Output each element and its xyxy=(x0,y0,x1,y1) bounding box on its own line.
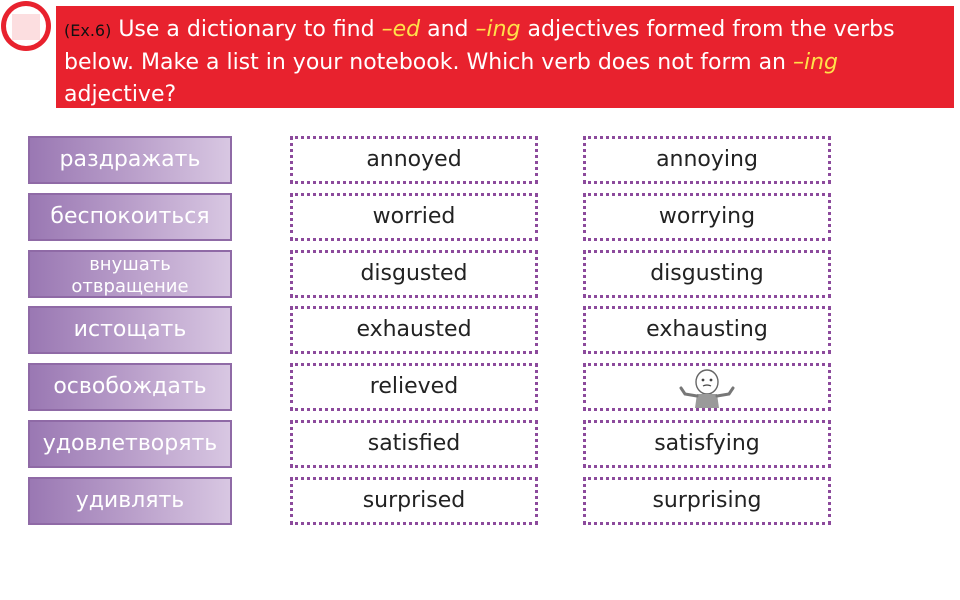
verb-card-4[interactable]: истощать xyxy=(28,306,232,354)
ing-suffix: –ing xyxy=(475,17,521,42)
verb-card-3[interactable]: внушать отвращение xyxy=(28,250,232,298)
ed-adjective-3[interactable]: disgusted xyxy=(290,250,538,298)
instruction-text-1: Use a dictionary to find xyxy=(118,17,382,42)
exercise-instructions xyxy=(56,6,954,108)
instruction-text-2: adjectives formed from the verbs below. Make a list in your notebook. Which verb does not form an xyxy=(64,17,895,75)
exercise-number: (Ex.6) xyxy=(64,21,112,40)
instruction-and: and xyxy=(420,17,476,42)
ed-adjective-5[interactable]: relieved xyxy=(290,363,538,411)
verb-card-7[interactable]: удивлять xyxy=(28,477,232,525)
ing-adjective-7[interactable]: surprising xyxy=(583,477,831,525)
ed-adjective-7[interactable]: surprised xyxy=(290,477,538,525)
english-logo-icon xyxy=(0,0,52,52)
verb-card-2[interactable]: беспокоиться xyxy=(28,193,232,241)
ing-adjective-3[interactable]: disgusting xyxy=(583,250,831,298)
ing-suffix-2: –ing xyxy=(793,50,839,75)
ed-adjective-6[interactable]: satisfied xyxy=(290,420,538,468)
ing-adjective-5[interactable] xyxy=(583,363,831,411)
ed-suffix: –ed xyxy=(381,17,421,42)
verb-card-6[interactable]: удовлетворять xyxy=(28,420,232,468)
ed-adjective-4[interactable]: exhausted xyxy=(290,306,538,354)
verb-card-1[interactable]: раздражать xyxy=(28,136,232,184)
verb-card-5[interactable]: освобождать xyxy=(28,363,232,411)
ing-adjective-2[interactable]: worrying xyxy=(583,193,831,241)
shrug-figure-icon xyxy=(667,366,747,408)
instruction-tail: adjective? xyxy=(64,82,177,107)
ed-adjective-2[interactable]: worried xyxy=(290,193,538,241)
ing-adjective-6[interactable]: satisfying xyxy=(583,420,831,468)
ing-adjective-4[interactable]: exhausting xyxy=(583,306,831,354)
ed-adjective-1[interactable]: annoyed xyxy=(290,136,538,184)
ing-adjective-1[interactable]: annoying xyxy=(583,136,831,184)
